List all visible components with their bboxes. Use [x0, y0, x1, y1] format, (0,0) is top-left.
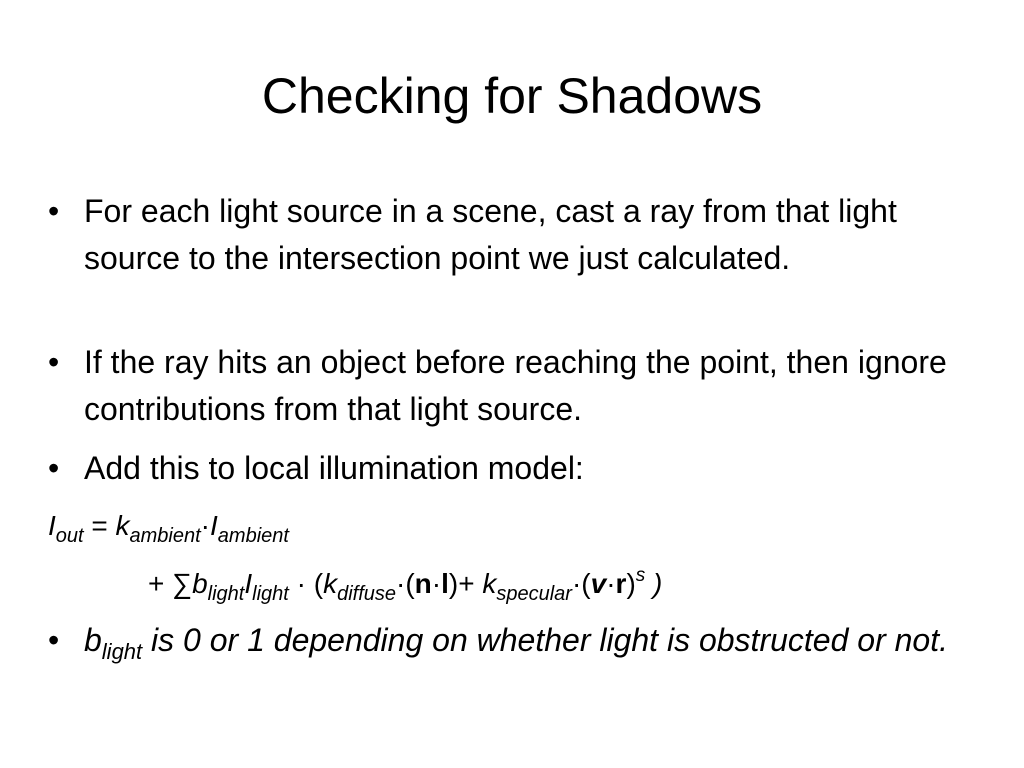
bullet-item-2 [48, 339, 978, 433]
eq-sub-light: light [252, 583, 289, 605]
eq-dot-open: · ( [288, 568, 324, 599]
bullet-dot: • [48, 344, 60, 380]
equation-line-1 [48, 508, 289, 547]
eq-symbol-n: n [414, 568, 432, 599]
eq-symbol-I: I [210, 510, 218, 541]
eq-sub-diffuse: diffuse [337, 583, 397, 605]
bullet-text: For each light source in a scene, cast a ray from that light source to the intersection point we just calculated. [84, 193, 897, 276]
bullet-dot: • [48, 193, 60, 229]
equation-line-2 [148, 565, 663, 605]
eq-sub-ambient: ambient [129, 525, 201, 547]
eq-symbol-I: I [48, 510, 56, 541]
eq-symbol-b: b [192, 568, 208, 599]
symbol-b: b [84, 622, 102, 658]
sub-light: light [101, 639, 143, 664]
eq-symbol-k: k [115, 510, 130, 541]
bullet-text [84, 622, 948, 664]
eq-sup-s: s [635, 565, 646, 586]
eq-dot: · [606, 568, 616, 599]
bullet-text: If the ray hits an object before reaching the point, then ignore contributions from that light source. [84, 344, 947, 427]
eq-symbol-v: v [590, 568, 607, 599]
slide-title: Checking for Shadows [261, 68, 763, 124]
eq-sub-ambient: ambient [217, 525, 289, 547]
eq-equals: = [83, 510, 116, 541]
eq-dot-paren: ·( [396, 568, 415, 599]
bullet-dot: • [48, 622, 60, 658]
eq-sub-specular: specular [496, 583, 572, 605]
bullet-item-1 [48, 188, 978, 282]
eq-symbol-k: k [482, 568, 497, 599]
eq-dot-paren: ·( [571, 568, 591, 599]
bullet-item-3 [48, 445, 978, 492]
eq-plus-sum: + ∑ [148, 568, 193, 599]
bullet-text-rest: is 0 or 1 depending on whether light is obstructed or not. [142, 622, 948, 658]
bullet-text: Add this to local illumination model: [84, 450, 584, 486]
eq-symbol-r: r [615, 568, 627, 599]
bullet-dot: • [48, 450, 60, 486]
eq-dot: · [431, 568, 442, 599]
eq-symbol-I: I [244, 568, 253, 599]
eq-close: ) [626, 568, 636, 599]
eq-symbol-k: k [323, 568, 338, 599]
eq-close-plus: )+ [448, 568, 483, 599]
bullet-item-4 [48, 617, 978, 664]
eq-final-close: ) [645, 568, 663, 599]
eq-dot: · [200, 510, 210, 541]
eq-sub-out: out [55, 525, 84, 547]
eq-symbol-l: l [441, 568, 449, 599]
eq-sub-light: light [207, 583, 245, 605]
